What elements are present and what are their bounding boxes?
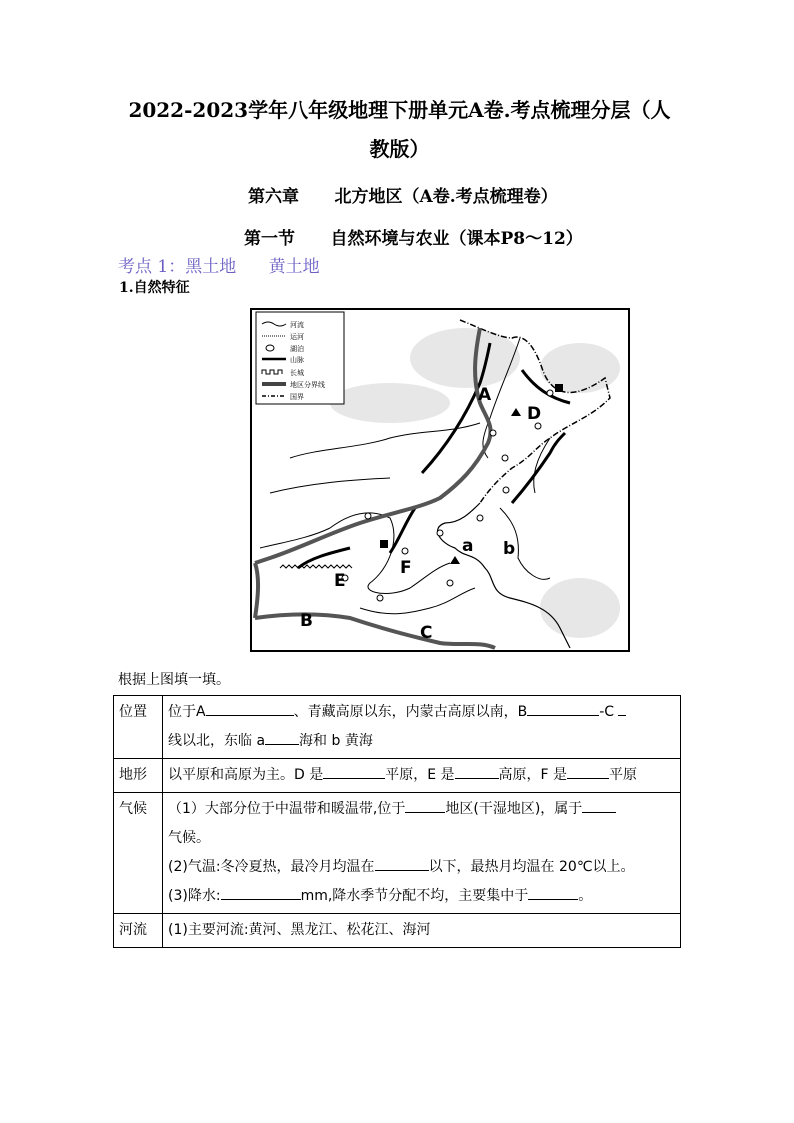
map-label-C: C [420, 623, 433, 643]
map-label-a: a [462, 536, 474, 556]
legend-border: 国界 [290, 393, 304, 401]
natural-features-table [113, 695, 681, 948]
legend-great-wall: 长城 [290, 369, 304, 377]
map-legend [256, 312, 344, 404]
fill-blank[interactable] [528, 883, 578, 900]
fill-blank[interactable] [582, 796, 616, 813]
legend-region-boundary: 地区分界线 [290, 381, 325, 389]
fill-blank[interactable] [323, 762, 385, 779]
row-header-climate: 气候 [114, 793, 163, 914]
legend-lake: 湖泊 [290, 345, 304, 353]
row-content-position: 位于A 、青藏高原以东，内蒙古高原以南，B -C 线以北，东临 a 海和 b 黄海 [163, 696, 681, 759]
fill-blank[interactable] [618, 699, 626, 716]
map-label-E: E [334, 571, 346, 591]
fill-blank[interactable] [567, 762, 609, 779]
table-row [114, 793, 681, 914]
section-heading: 第一节 自然环境与农业（课本P8～12） [244, 229, 583, 249]
fill-blank[interactable] [375, 854, 429, 871]
document-title-line2: 教版） [369, 137, 430, 161]
topic-label: 考点 1：黑土地 黄土地 [118, 257, 320, 277]
map-label-b: b [503, 539, 516, 559]
legend-canal: 运河 [290, 333, 304, 341]
row-header-position: 位置 [114, 696, 163, 759]
table-row [114, 759, 681, 793]
map-label-A: A [478, 385, 492, 405]
fill-blank[interactable] [405, 796, 445, 813]
fill-blank[interactable] [206, 699, 294, 716]
instruction-text: 根据上图填一填。 [118, 672, 230, 688]
map-label-B: B [300, 611, 313, 631]
row-header-rivers: 河流 [114, 914, 163, 948]
document-title-line1: 2022-2023学年八年级地理下册单元A卷.考点梳理分层（人 [128, 98, 671, 122]
legend-mountain: 山脉 [290, 356, 304, 364]
chapter-heading: 第六章 北方地区（A卷.考点梳理卷） [248, 187, 558, 207]
table-row [114, 696, 681, 759]
north-china-map [250, 308, 630, 652]
fill-blank[interactable] [265, 728, 299, 745]
map-label-D: D [527, 404, 542, 424]
fill-blank[interactable] [455, 762, 499, 779]
fill-blank[interactable] [221, 883, 301, 900]
row-content-climate: （1）大部分位于中温带和暖温带,位于 地区(干湿地区)，属于 气候。 (2)气温:冬冷夏热，最冷月均温在 以下，最热月均温在 20℃以上。 (3)降水: mm,降水季节分配不均，主要集中于 。 [163, 793, 681, 914]
subheading-natural-features: 1.自然特征 [119, 280, 190, 296]
row-content-rivers: (1)主要河流:黄河、黑龙江、松花江、海河 [163, 914, 681, 948]
legend-river: 河流 [290, 321, 304, 329]
table-row [114, 914, 681, 948]
map-label-F: F [400, 558, 412, 578]
fill-blank[interactable] [527, 699, 599, 716]
row-content-terrain: 以平原和高原为主。D 是 平原，E 是 高原，F 是 平原 [163, 759, 681, 793]
row-header-terrain: 地形 [114, 759, 163, 793]
